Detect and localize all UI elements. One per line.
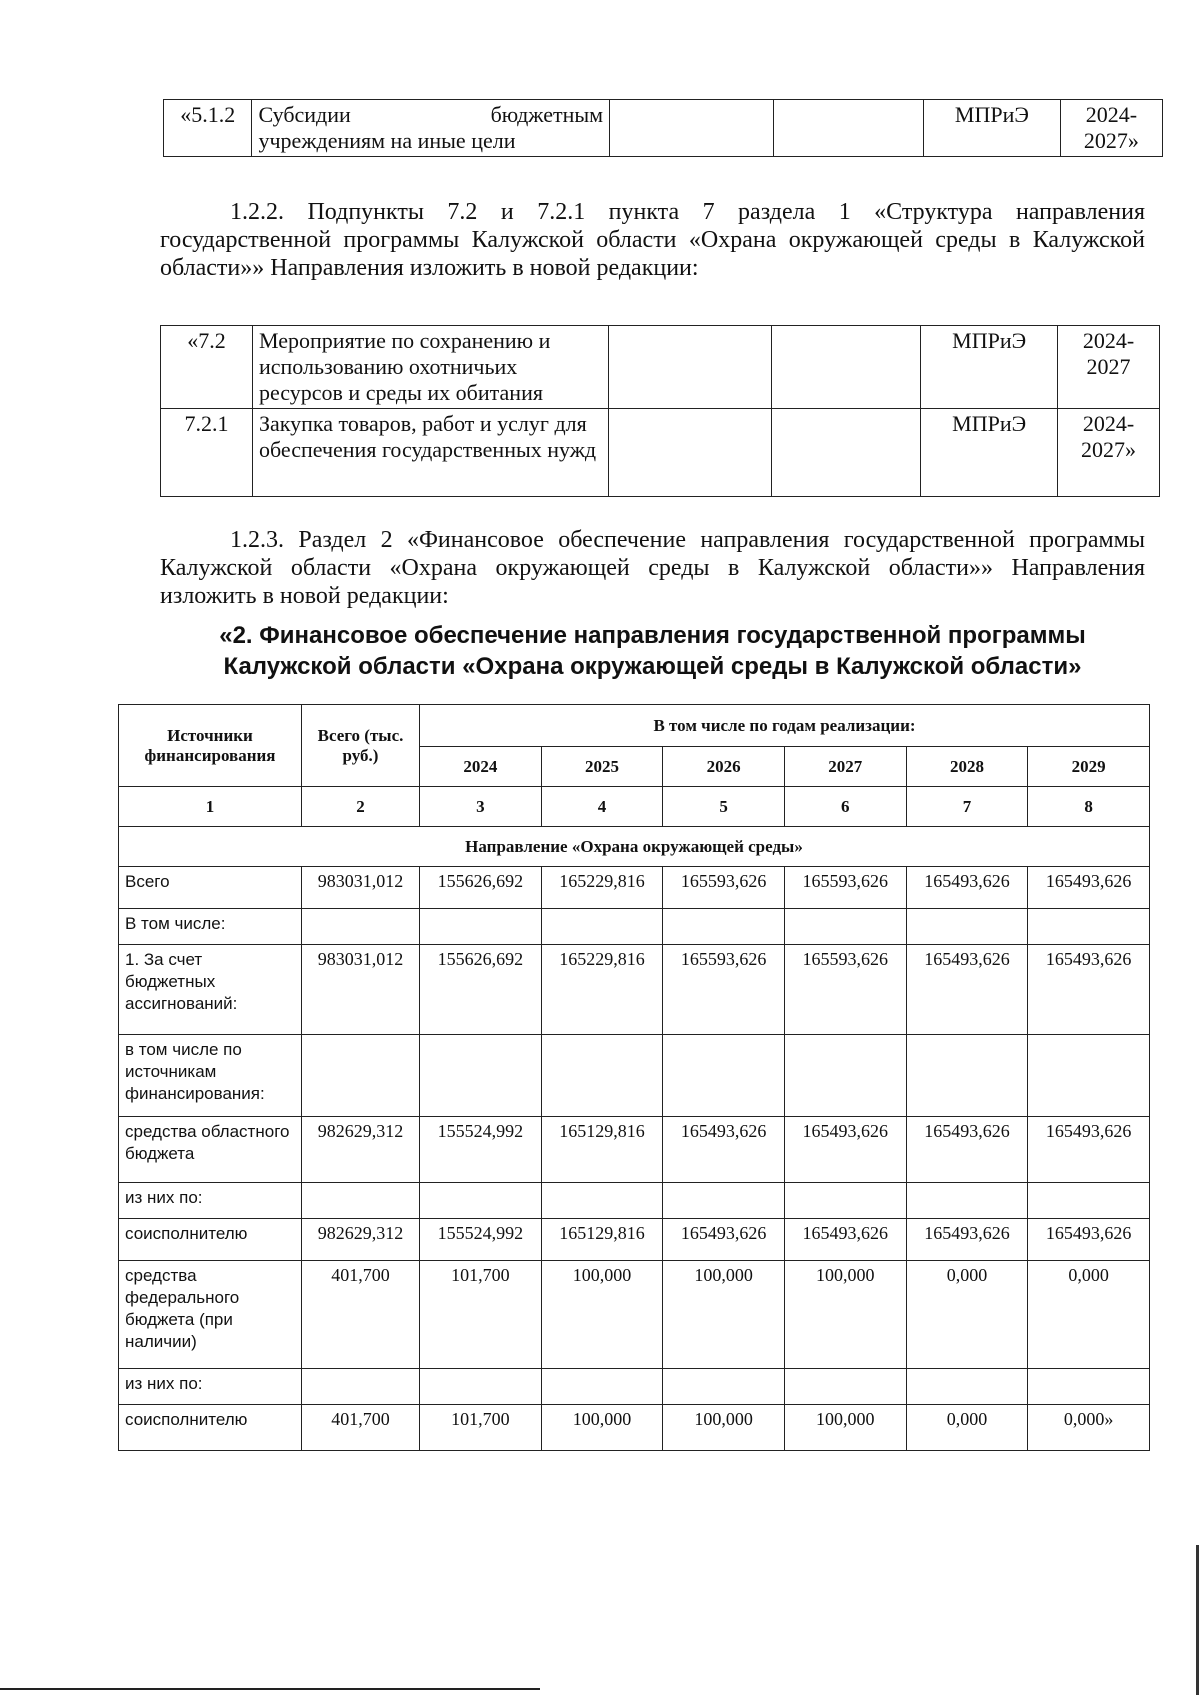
value-cell [906, 1183, 1028, 1219]
value-cell: 100,000 [663, 1261, 785, 1369]
value-cell [663, 909, 785, 945]
row-label: из них по: [119, 1183, 302, 1219]
scan-edge-mark [1196, 1545, 1199, 1695]
value-cell: 165493,626 [784, 1117, 906, 1183]
row-number: «5.1.2 [164, 100, 252, 157]
value-cell: 165593,626 [784, 867, 906, 909]
row-label: средства федерального бюджета (при наличии) [119, 1261, 302, 1369]
value-cell: 165593,626 [663, 867, 785, 909]
activities-table [160, 325, 1160, 497]
table-row [119, 867, 1150, 909]
row-label: соисполнителю [119, 1405, 302, 1451]
value-cell [663, 1183, 785, 1219]
value-cell: 101,700 [420, 1405, 542, 1451]
table-row [119, 1219, 1150, 1261]
value-cell [541, 1035, 663, 1117]
value-cell [302, 1369, 420, 1405]
value-cell: 100,000 [784, 1261, 906, 1369]
row-label: в том числе по источникам финансирования: [119, 1035, 302, 1117]
value-cell [1028, 1183, 1150, 1219]
value-cell: 165493,626 [906, 945, 1028, 1035]
value-cell: 165493,626 [1028, 867, 1150, 909]
column-numbers-row [119, 787, 1150, 827]
row-name: Закупка товаров, работ и услуг для обеспечения государственных нужд [252, 409, 608, 497]
value-cell: 165593,626 [784, 945, 906, 1035]
value-cell: 165493,626 [906, 867, 1028, 909]
value-cell [420, 909, 542, 945]
paragraph-1-2-3: 1.2.3. Раздел 2 «Финансовое обеспечение направления государственной программы Калужской области «Охрана окружающей среды в Калужской области»» Направления изложить в новой редакции: [160, 527, 1145, 609]
agency: МПРиЭ [921, 409, 1058, 497]
value-cell: 165229,816 [541, 867, 663, 909]
header-total: Всего (тыс. руб.) [302, 705, 420, 787]
agency: МПРиЭ [924, 100, 1061, 157]
paragraph-1-2-2: 1.2.2. Подпункты 7.2 и 7.2.1 пункта 7 раздела 1 «Структура направления государственной программы Калужской области «Охрана окружающей среды в Калужской области»» Направления изложить в новой редакции: [160, 199, 1145, 281]
value-cell [784, 909, 906, 945]
value-cell: 165593,626 [663, 945, 785, 1035]
value-cell [541, 1369, 663, 1405]
value-cell: 983031,012 [302, 867, 420, 909]
value-cell [906, 1035, 1028, 1117]
value-cell: 100,000 [784, 1405, 906, 1451]
section-heading: «2. Финансовое обеспечение направления государственной программы Калужской области «Охрана окружающей среды в Калужской области» [219, 622, 1086, 680]
subsidies-table [163, 99, 1163, 157]
row-label: В том числе: [119, 909, 302, 945]
value-cell [302, 1035, 420, 1117]
table-row [119, 1369, 1150, 1405]
column-number: 6 [784, 787, 906, 827]
value-cell [302, 1183, 420, 1219]
value-cell: 155524,992 [420, 1117, 542, 1183]
value-cell: 165493,626 [1028, 1117, 1150, 1183]
year-header: 2028 [906, 747, 1028, 787]
value-cell: 165129,816 [541, 1219, 663, 1261]
column-number: 5 [663, 787, 785, 827]
value-cell: 100,000 [541, 1261, 663, 1369]
header-source: Источники финансирования [119, 705, 302, 787]
year-header: 2025 [541, 747, 663, 787]
column-number: 3 [420, 787, 542, 827]
value-cell: 165229,816 [541, 945, 663, 1035]
table-row [161, 409, 1160, 497]
value-cell: 0,000» [1028, 1405, 1150, 1451]
row-number: «7.2 [161, 326, 253, 409]
value-cell: 165493,626 [1028, 945, 1150, 1035]
direction-title: Направление «Охрана окружающей среды» [119, 827, 1150, 867]
empty-cell [610, 100, 774, 157]
value-cell: 155626,692 [420, 945, 542, 1035]
value-cell: 165493,626 [663, 1219, 785, 1261]
value-cell [784, 1183, 906, 1219]
value-cell [1028, 1369, 1150, 1405]
value-cell: 155524,992 [420, 1219, 542, 1261]
row-name: Субсидии бюджетным учреждениям на иные цели [252, 100, 610, 157]
table-row [119, 945, 1150, 1035]
value-cell: 0,000 [906, 1261, 1028, 1369]
table-row [119, 1035, 1150, 1117]
value-cell: 165493,626 [1028, 1219, 1150, 1261]
table-row [119, 909, 1150, 945]
table-row [119, 1405, 1150, 1451]
value-cell: 101,700 [420, 1261, 542, 1369]
value-cell: 982629,312 [302, 1117, 420, 1183]
column-number: 8 [1028, 787, 1150, 827]
period: 2024- 2027» [1060, 100, 1162, 157]
value-cell: 100,000 [541, 1405, 663, 1451]
row-label: из них по: [119, 1369, 302, 1405]
table-row [119, 1117, 1150, 1183]
value-cell [1028, 909, 1150, 945]
period: 2024- 2027 [1057, 326, 1159, 409]
value-cell [541, 1183, 663, 1219]
column-number: 2 [302, 787, 420, 827]
value-cell: 983031,012 [302, 945, 420, 1035]
value-cell [420, 1369, 542, 1405]
value-cell: 165493,626 [906, 1117, 1028, 1183]
value-cell [420, 1035, 542, 1117]
value-cell: 0,000 [1028, 1261, 1150, 1369]
year-header: 2026 [663, 747, 785, 787]
value-cell: 100,000 [663, 1405, 785, 1451]
table-row [119, 1261, 1150, 1369]
empty-cell [774, 100, 924, 157]
year-header: 2024 [420, 747, 542, 787]
column-number: 1 [119, 787, 302, 827]
value-cell: 165493,626 [784, 1219, 906, 1261]
direction-row [119, 827, 1150, 867]
row-label: 1. За счет бюджетных ассигнований: [119, 945, 302, 1035]
table-row [164, 100, 1163, 157]
row-number: 7.2.1 [161, 409, 253, 497]
value-cell [663, 1035, 785, 1117]
column-number: 4 [541, 787, 663, 827]
value-cell: 0,000 [906, 1405, 1028, 1451]
value-cell: 155626,692 [420, 867, 542, 909]
value-cell: 165493,626 [906, 1219, 1028, 1261]
year-header: 2029 [1028, 747, 1150, 787]
value-cell [906, 1369, 1028, 1405]
value-cell [420, 1183, 542, 1219]
value-cell [302, 909, 420, 945]
row-label: средства областного бюджета [119, 1117, 302, 1183]
value-cell: 165129,816 [541, 1117, 663, 1183]
row-name: Мероприятие по сохранению и использованию охотничьих ресурсов и среды их обитания [252, 326, 608, 409]
value-cell: 401,700 [302, 1405, 420, 1451]
agency: МПРиЭ [921, 326, 1058, 409]
value-cell [784, 1369, 906, 1405]
period: 2024- 2027» [1057, 409, 1159, 497]
row-label: соисполнителю [119, 1219, 302, 1261]
row-label: Всего [119, 867, 302, 909]
value-cell: 401,700 [302, 1261, 420, 1369]
header-years-group: В том числе по годам реализации: [420, 705, 1150, 747]
finance-table [118, 704, 1150, 1451]
scan-border-line [0, 1688, 540, 1690]
empty-cell [772, 409, 921, 497]
finance-body [119, 867, 1150, 1451]
value-cell [541, 909, 663, 945]
value-cell [906, 909, 1028, 945]
empty-cell [608, 326, 772, 409]
value-cell [663, 1369, 785, 1405]
value-cell [1028, 1035, 1150, 1117]
year-header: 2027 [784, 747, 906, 787]
value-cell: 165493,626 [663, 1117, 785, 1183]
table-row [119, 1183, 1150, 1219]
column-number: 7 [906, 787, 1028, 827]
empty-cell [608, 409, 772, 497]
empty-cell [772, 326, 921, 409]
value-cell: 982629,312 [302, 1219, 420, 1261]
value-cell [784, 1035, 906, 1117]
header-row [119, 705, 1150, 747]
table-row [161, 326, 1160, 409]
